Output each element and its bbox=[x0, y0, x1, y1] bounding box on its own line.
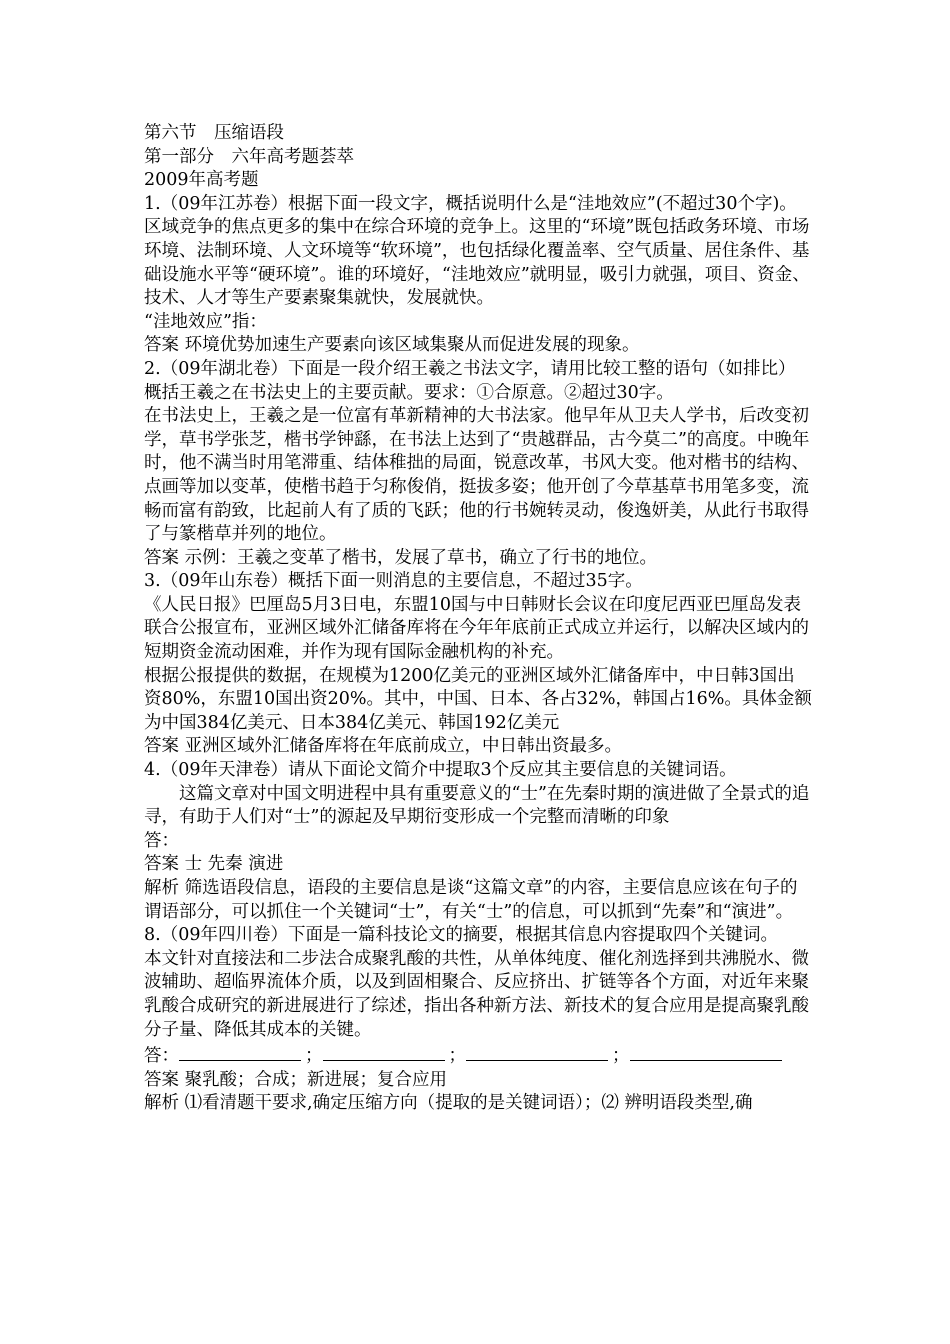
q2-prompt: 2.（09年湖北卷）下面是一段介绍王羲之书法文字，请用比较工整的语句（如排比）概括王羲之在书法史上的主要贡献。要求：①合原意。②超过30字。 bbox=[144, 358, 796, 403]
q8-analysis: 解析 ⑴看清题干要求,确定压缩方向（提取的是关键词语）；⑵ 辨明语段类型,确 bbox=[144, 1093, 753, 1114]
q2-passage: 在书法史上，王羲之是一位富有革新精神的大书法家。他早年从卫夫人学书，后改变初学，草书学张芝，楷书学钟繇，在书法上达到了“贵越群品，古今莫二”的高度。中晚年时，他不满当时用笔滞重、结体稚拙的局面，锐意改革，书风大变。他对楷书的结构、点画等加以变革，使楷书趋于匀称俊俏，挺拔多姿；他开创了今草基草书用笔多变，流畅而富有韵致，比起前人有了质的飞跃；他的行书婉转灵动，俊逸妍美，从此行书取得了与篆楷草并列的地位。 bbox=[144, 406, 810, 545]
q2-answer: 答案 示例：王羲之变革了楷书，发展了草书，确立了行书的地位。 bbox=[144, 547, 658, 568]
q3-passage-2: 根据公报提供的数据，在规模为1200亿美元的亚洲区域外汇储备库中，中日韩3国出资80%，东盟10国出资20%。其中，中国、日本、各占32%，韩国占16%。具体金额为中国384亿美元、日本384亿美元、韩国192亿美元 bbox=[144, 665, 812, 733]
part-title: 第一部分 六年高考题荟萃 bbox=[144, 146, 354, 167]
blank-separator: ； bbox=[305, 1046, 323, 1067]
answer-blank-1[interactable] bbox=[179, 1042, 301, 1061]
q1-prompt: 1.（09年江苏卷）根据下面一段文字，概括说明什么是“洼地效应”(不超过30个字)。 bbox=[144, 193, 797, 214]
answer-blank-2[interactable] bbox=[323, 1042, 445, 1061]
q8-blank-label: 答： bbox=[144, 1046, 179, 1067]
q1-answer: 答案 环境优势加速生产要素向该区域集聚从而促进发展的现象。 bbox=[144, 335, 640, 356]
blank-separator: ； bbox=[448, 1046, 466, 1067]
q4-lead: 答： bbox=[144, 830, 179, 851]
q4-answer: 答案 士 先秦 演进 bbox=[144, 854, 284, 875]
answer-blank-4[interactable] bbox=[630, 1042, 782, 1061]
blank-separator: ； bbox=[612, 1046, 630, 1067]
year-title: 2009年高考题 bbox=[144, 170, 259, 191]
q3-passage-1: 《人民日报》巴厘岛5月3日电，东盟10国与中日韩财长会议在印度尼西亚巴厘岛发表联合公报宣布，亚洲区域外汇储备库将在今年年底前正式成立并运行，以解决区域内的短期资金流动困难，并作为现有国际金融机构的补充。 bbox=[144, 594, 809, 663]
q1-lead: “洼地效应”指： bbox=[144, 311, 267, 332]
q8-answer: 答案 聚乳酸；合成；新进展；复合应用 bbox=[144, 1069, 448, 1090]
answer-blank-3[interactable] bbox=[466, 1042, 608, 1061]
q3-answer: 答案 亚洲区域外汇储备库将在年底前成立，中日韩出资最多。 bbox=[144, 736, 623, 757]
section-title: 第六节 压缩语段 bbox=[144, 123, 284, 143]
document-page bbox=[144, 122, 812, 1116]
q8-passage: 本文针对直接法和二步法合成聚乳酸的共性，从单体纯度、催化剂选择到共沸脱水、微波辅助、超临界流体介质，以及到固相聚合、反应挤出、扩链等各个方面，对近年来聚乳酸合成研究的新进展进行了综述，指出各种新方法、新技术的复合应用是提高聚乳酸分子量、降低其成本的关键。 bbox=[144, 948, 809, 1040]
q3-prompt: 3.（09年山东卷）概括下面一则消息的主要信息，不超过35字。 bbox=[144, 571, 643, 592]
q8-prompt: 8.（09年四川卷）下面是一篇科技论文的摘要，根据其信息内容提取四个关键词。 bbox=[144, 925, 778, 946]
q4-prompt: 4.（09年天津卷）请从下面论文简介中提取3个反应其主要信息的关键词语。 bbox=[144, 760, 737, 781]
q4-analysis: 解析 筛选语段信息，语段的主要信息是谈“这篇文章”的内容，主要信息应该在句子的谓语部分，可以抓住一个关键词“士”，有关“士”的信息，可以抓到“先秦”和“演进”。 bbox=[144, 878, 798, 922]
q8-blank-line bbox=[144, 1042, 812, 1069]
q4-passage: 这篇文章对中国文明进程中具有重要意义的“士”在先秦时期的演进做了全景式的追寻，有助于人们对“士”的源起及早期衍变形成一个完整而清晰的印象 bbox=[144, 783, 810, 828]
q1-passage: 区域竞争的焦点更多的集中在综合环境的竞争上。这里的“环境”既包括政务环境、市场环境、法制环境、人文环境等“软环境”，也包括绿化覆盖率、空气质量、居住条件、基础设施水平等“硬环境”。谁的环境好，“洼地效应”就明显，吸引力就强，项目、资金、技术、人才等生产要素聚集就快，发展就快。 bbox=[144, 217, 810, 309]
